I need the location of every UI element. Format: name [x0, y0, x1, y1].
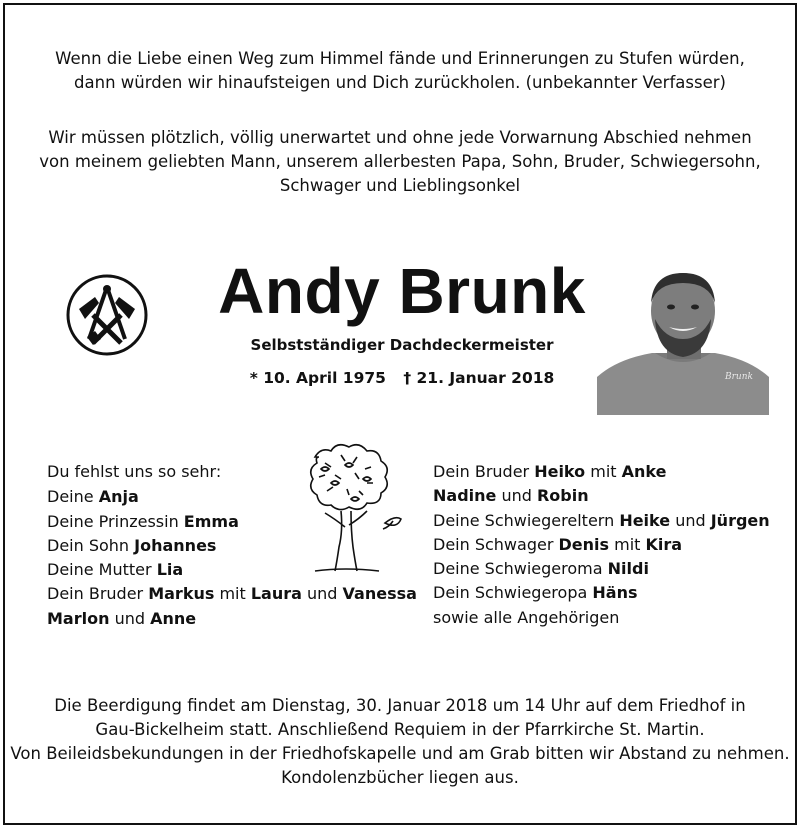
funeral-line: Die Beerdigung findet am Dienstag, 30. Januar 2018 um 14 Uhr auf dem Friedhof in — [54, 696, 746, 715]
list-item: Dein Schwiegeropa Häns — [433, 583, 638, 603]
profession: Selbstständiger Dachdeckermeister — [250, 336, 554, 354]
family-list-right — [433, 460, 770, 630]
intro-line: Wir müssen plötzlich, völlig unerwartet und ohne jede Vorwarnung Abschied nehmen — [48, 128, 752, 147]
quote — [5, 47, 795, 95]
list-item: Dein Schwager Denis mit Kira — [433, 534, 683, 554]
funeral-line: Gau-Bickelheim statt. Anschließend Requiem in der Pfarrkirche St. Martin. — [95, 720, 705, 739]
deceased-name: Andy Brunk — [218, 255, 586, 327]
list-item: Dein Bruder Markus mit Laura und Vanessa — [47, 584, 417, 604]
shirt-logo-text: Brunk — [725, 372, 753, 382]
list-item: Deine Mutter Lia — [47, 560, 184, 580]
funeral-line: Von Beileidsbekundungen in der Friedhofskapelle und am Grab bitten wir Abstand zu nehmen. — [10, 744, 790, 763]
list-item: Marlon und Anne — [47, 608, 197, 628]
list-item: sowie alle Angehörigen — [433, 607, 620, 627]
quote-line: dann würden wir hinaufsteigen und Dich zurückholen. (unbekannter Verfasser) — [74, 73, 726, 92]
list-item: Deine Schwiegereltern Heike und Jürgen — [433, 510, 770, 530]
intro-text — [5, 126, 795, 198]
list-item: Deine Anja — [47, 487, 139, 507]
list-item: Nadine und Robin — [433, 486, 589, 506]
list-item: Deine Prinzessin Emma — [47, 511, 239, 531]
intro-line: von meinem geliebten Mann, unserem allerbesten Papa, Sohn, Bruder, Schwiegersohn, — [39, 152, 761, 171]
birth-date: * 10. April 1975 — [249, 369, 386, 387]
portrait-photo — [597, 267, 769, 415]
funeral-info — [5, 694, 795, 790]
list-item: Dein Bruder Heiko mit Anke — [433, 462, 667, 481]
list-item: Deine Schwiegeroma Nildi — [433, 559, 649, 579]
obituary-card — [3, 3, 797, 825]
intro-line: Schwager und Lieblingsonkel — [279, 176, 521, 195]
list-item: Dein Sohn Johannes — [47, 535, 217, 555]
funeral-line: Kondolenzbücher liegen aus. — [281, 768, 519, 787]
death-date: † 21. Januar 2018 — [403, 369, 555, 387]
quote-line: Wenn die Liebe einen Weg zum Himmel fände und Erinnerungen zu Stufen würden, — [55, 49, 745, 68]
tree-icon — [285, 437, 409, 579]
family-heading: Du fehlst uns so sehr: — [47, 462, 222, 481]
